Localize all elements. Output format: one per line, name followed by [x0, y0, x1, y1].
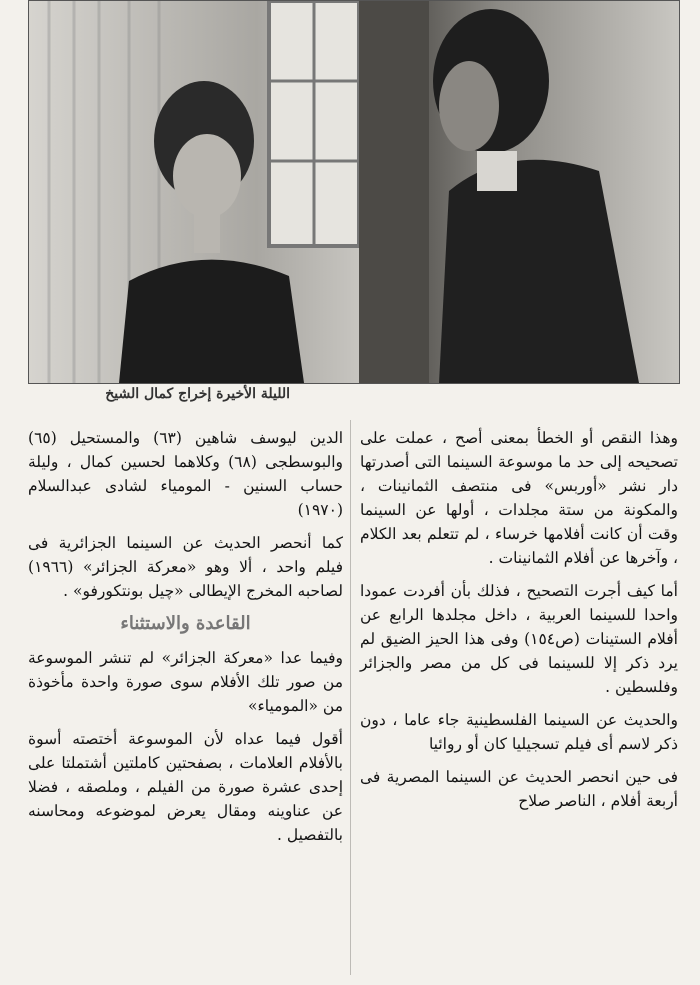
paragraph: وفيما عدا «معركة الجزائر» لم تنشر الموسوعة من صور تلك الأفلام سوى صورة واحدة مأخوذة من «المومياء»	[28, 649, 343, 715]
paragraph: والحديث عن السينما الفلسطينية جاء عاما ، دون ذكر لاسم أى فيلم تسجيليا كان أو روائيا	[360, 711, 678, 753]
paragraph: الدين ليوسف شاهين (٦٣) والمستحيل (٦٥) والبوسطجى (٦٨) وكلاهما لحسين كمال ، وليلة حساب السنين - المومياء لشادى عبدالسلام (١٩٧٠)	[28, 429, 343, 519]
paragraph: كما أنحصر الحديث عن السينما الجزائرية فى فيلم واحد ، ألا وهو «معركة الجزائر» (١٩٦٦) لصاحبه المخرج الإيطالى «چيل بونتكورفو» .	[28, 534, 343, 600]
paragraph: وهذا النقص أو الخطأ بمعنى أصح ، عملت على تصحيحه إلى حد ما موسوعة السينما التى أصدرتها دار نشر «أوربس» فى منتصف الثمانينات ، والمكونة من ستة مجلدات ، أولها عن السينما وقت أن كانت أفلامها خرساء ، لم تتعلم بعد الكلام ، وآخرها عن أفلام الثمانينات .	[360, 429, 678, 567]
article-column-left	[28, 426, 343, 856]
paragraph: أما كيف أجرت التصحيح ، فذلك بأن أفردت عمودا واحدا للسينما العربية ، داخل مجلدها الرابع عن أفلام الستينات (ص١٥٤) وفى هذا الحيز الضيق لم يرد ذكر إلا للسينما فى كل من مصر والجزائر وفلسطين .	[360, 582, 678, 696]
film-still-photo	[28, 0, 680, 384]
film-still-illustration	[29, 1, 679, 383]
photo-caption: الليلة الأخيرة إخراج كمال الشيخ	[105, 386, 290, 402]
section-subheading: القاعدة والاستثناء	[120, 613, 251, 634]
paragraph: أقول فيما عداه لأن الموسوعة أختصته أسوة بالأفلام العلامات ، بصفحتين كاملتين أشتملتا على إحدى عشرة صورة من الفيلم ، وملصقه ، فضلا عن عناوينه ومقال يعرض لموضوعه ومحاسنه بالتفصيل .	[28, 730, 343, 844]
paragraph: فى حين انحصر الحديث عن السينما المصرية فى أربعة أفلام ، الناصر صلاح	[360, 768, 678, 810]
column-divider	[350, 420, 351, 975]
article-column-right	[360, 426, 678, 822]
